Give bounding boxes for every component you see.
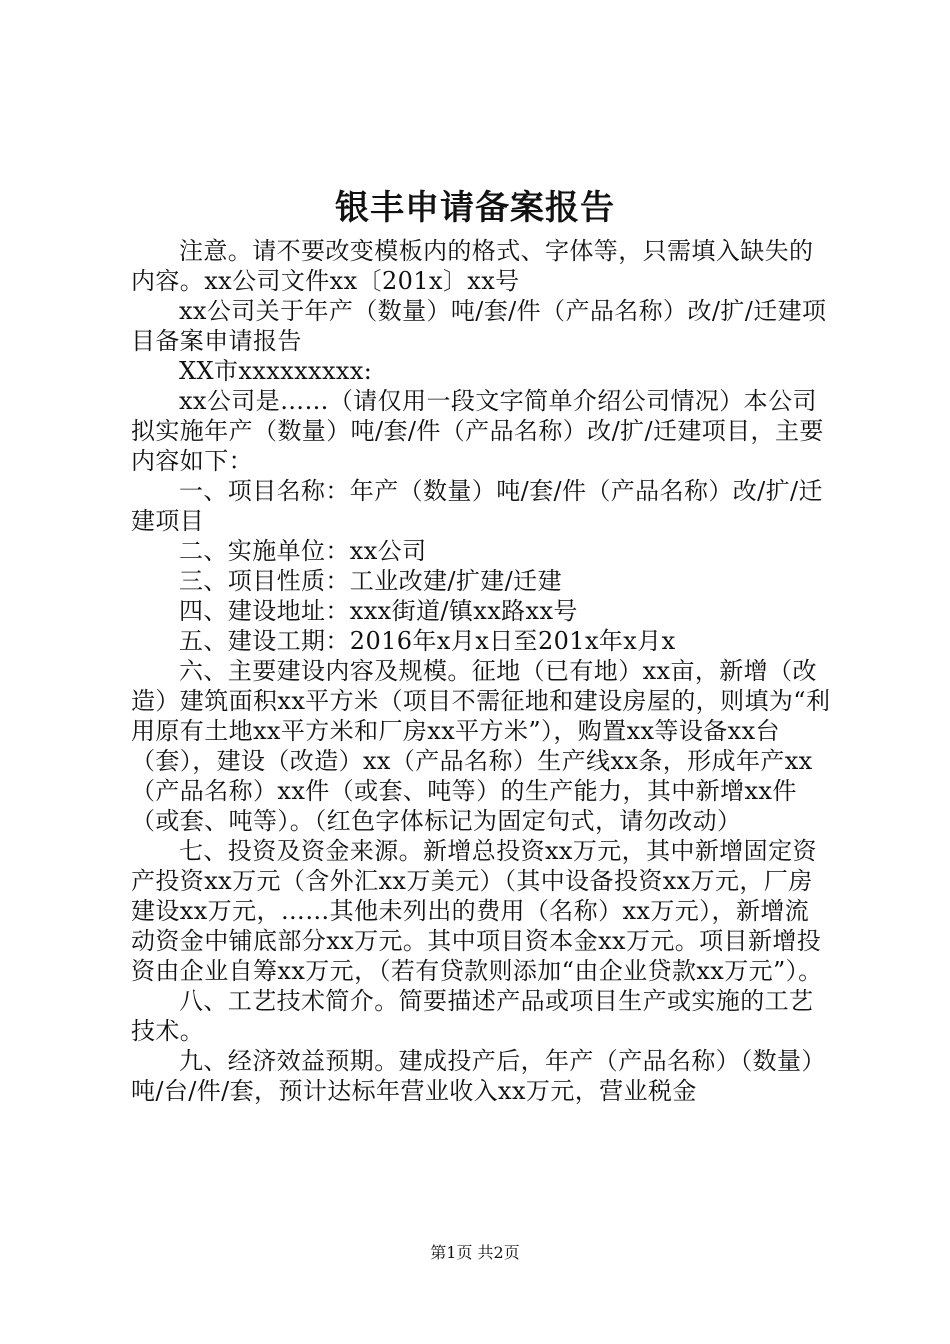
paragraph-report-title: xx公司关于年产（数量）吨/套/件（产品名称）改/扩/迁建项目备案申请报告	[131, 297, 827, 355]
page-footer: 第1页 共2页	[430, 1243, 520, 1262]
paragraph-project-name: 一、项目名称：年产（数量）吨/套/件（产品名称）改/扩/迁建项目	[131, 477, 823, 535]
paragraph-construction-period: 五、建设工期：2016年x月x日至201x年x月x	[179, 627, 676, 655]
paragraph-address: 四、建设地址：xxx街道/镇xx路xx号	[179, 597, 578, 625]
paragraph-implementing-unit: 二、实施单位：xx公司	[179, 537, 427, 565]
paragraph-technology: 八、工艺技术简介。简要描述产品或项目生产或实施的工艺技术。	[131, 987, 814, 1045]
paragraph-intro: xx公司是……（请仅用一段文字简单介绍公司情况）本公司拟实施年产（数量）吨/套/件（产品名称）改/扩/迁建项目，主要内容如下：	[131, 387, 824, 475]
paragraph-construction-scope: 六、主要建设内容及规模。征地（已有地）xx亩，新增（改造）建筑面积xx平方米（项目不需征地和建设房屋的，则填为“利用原有土地xx平方米和厂房xx平方米”），购置xx等设备xx台（套），建设（改造）xx（产品名称）生产线xx条，形成年产xx（产品名称）xx件（或套、吨等）的生产能力，其中新增xx件（或套、吨等）。（红色字体标记为固定句式，请勿改动）	[131, 657, 831, 835]
paragraph-investment: 七、投资及资金来源。新增总投资xx万元，其中新增固定资产投资xx万元（含外汇xx万美元）（其中设备投资xx万元，厂房建设xx万元，……其他未列出的费用（名称）xx万元），新增流动资金中铺底部分xx万元。其中项目资本金xx万元。项目新增投资由企业自筹xx万元，（若有贷款则添加“由企业贷款xx万元”）。	[131, 837, 823, 985]
paragraph-recipient: XX市xxxxxxxxx:	[179, 357, 373, 385]
paragraph-economic-benefit: 九、经济效益预期。建成投产后，年产（产品名称）（数量）吨/台/件/套，预计达标年营业收入xx万元，营业税金	[131, 1047, 826, 1105]
document-title: 银丰申请备案报告	[335, 188, 615, 228]
paragraph-project-nature: 三、项目性质：工业改建/扩建/迁建	[179, 567, 562, 595]
paragraph-notice: 注意。请不要改变模板内的格式、字体等，只需填入缺失的内容。xx公司文件xx〔201x〕xx号	[131, 237, 814, 295]
document-body	[131, 236, 831, 1106]
